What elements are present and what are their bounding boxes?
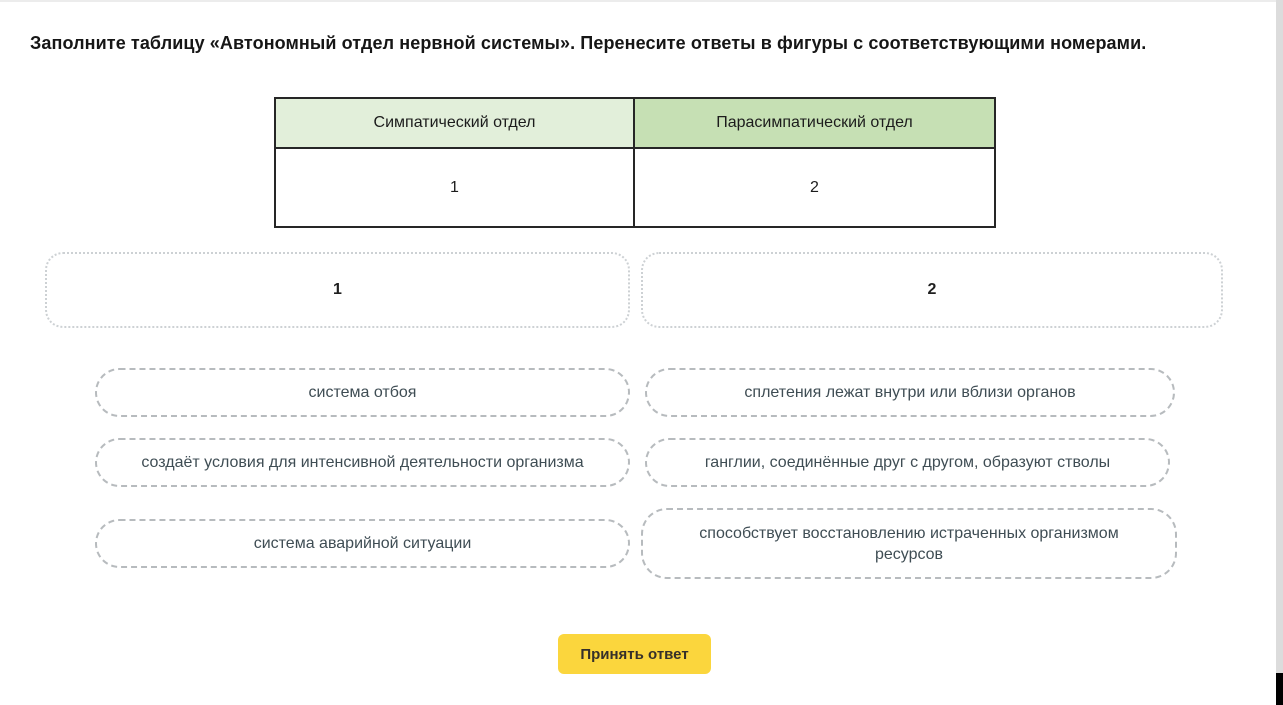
option-chip-2[interactable] — [645, 368, 1175, 417]
dropzone-1-label: 1 — [333, 281, 342, 298]
table-header-sympathetic: Симпатический отдел — [276, 99, 635, 149]
option-chip-1-label: система отбоя — [308, 384, 417, 401]
submit-answer-button[interactable]: Принять ответ — [558, 634, 711, 674]
option-chip-1[interactable] — [95, 368, 630, 417]
table-cell-number-2: 2 — [635, 149, 994, 226]
top-divider — [0, 0, 1283, 2]
option-chip-5[interactable] — [95, 519, 630, 568]
option-chip-4-label: ганглии, соединённые друг с другом, образуют стволы — [704, 454, 1111, 471]
scrollbar-track[interactable] — [1276, 0, 1283, 705]
option-chip-3-label: создаёт условия для интенсивной деятельности организма — [141, 454, 584, 471]
table-header-parasympathetic: Парасимпатический отдел — [635, 99, 994, 149]
option-chip-4[interactable] — [645, 438, 1170, 487]
scrollbar-thumb[interactable] — [1276, 673, 1283, 705]
option-chip-2-label: сплетения лежат внутри или вблизи органов — [744, 384, 1076, 401]
option-chip-6-label: способствует восстановлению истраченных организмом ресурсов — [699, 524, 1119, 563]
dropzone-2[interactable] — [641, 252, 1223, 328]
task-title: Заполните таблицу «Автономный отдел нервной системы». Перенесите ответы в фигуры с соответствующими номерами. — [30, 33, 1147, 53]
option-chip-5-label: система аварийной ситуации — [253, 535, 472, 552]
answer-table — [274, 97, 996, 228]
dropzone-1[interactable] — [45, 252, 630, 328]
option-chip-3[interactable] — [95, 438, 630, 487]
dropzone-2-label: 2 — [927, 281, 937, 298]
option-chip-6[interactable] — [641, 508, 1177, 579]
table-cell-number-1: 1 — [276, 149, 635, 226]
